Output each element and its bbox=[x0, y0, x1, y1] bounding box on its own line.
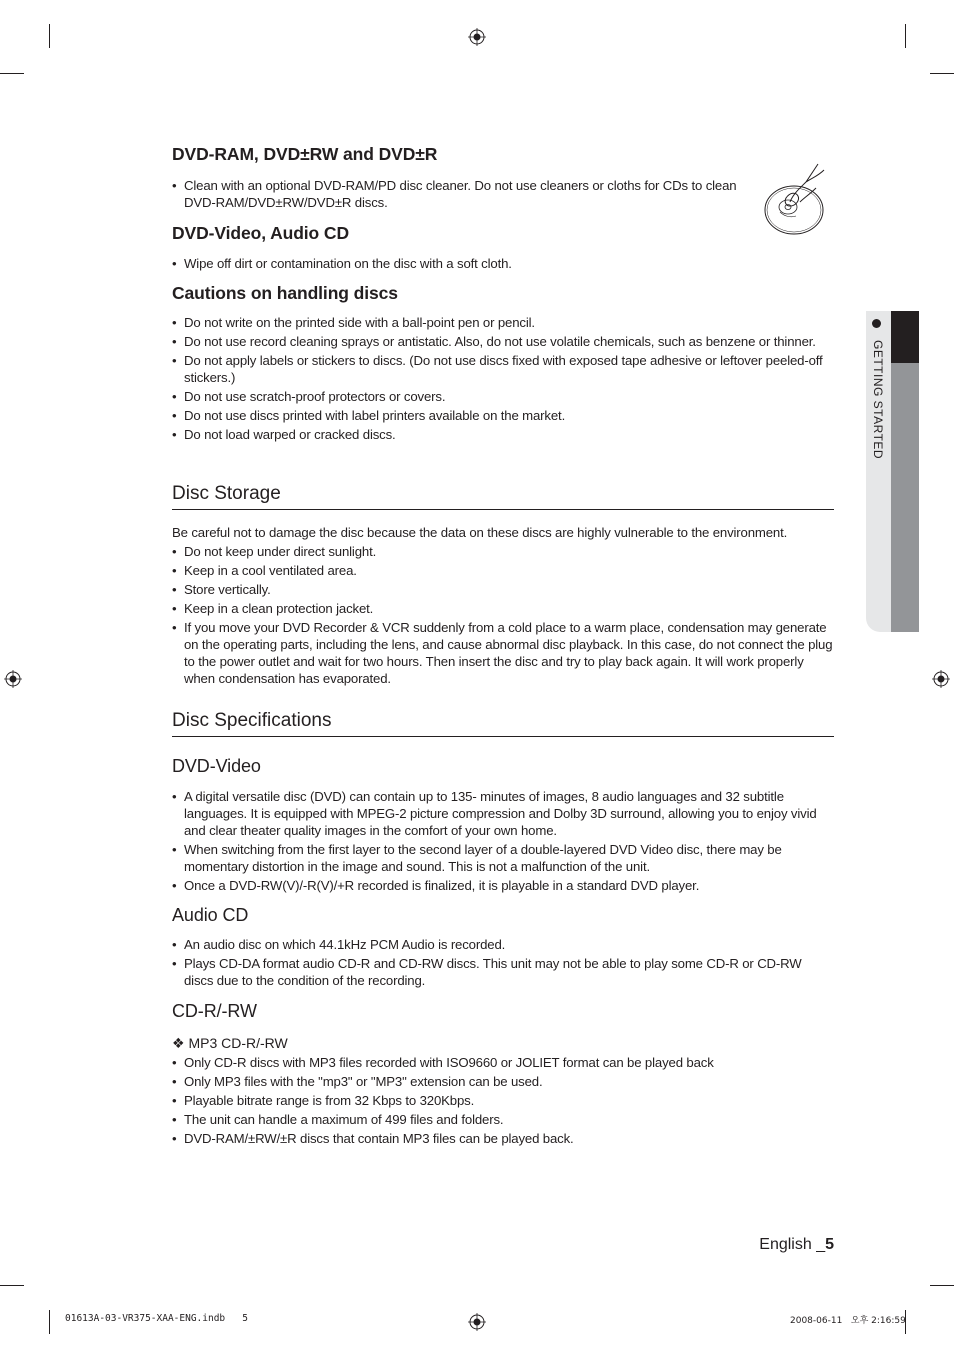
section-heading-dvdram: DVD-RAM, DVD±RW and DVD±R bbox=[172, 144, 438, 164]
list-item: • DVD-RAM/±RW/±R discs that contain MP3 files can be played back. bbox=[172, 1130, 834, 1147]
list-item: • Once a DVD-RW(V)/-R(V)/+R recorded is finalized, it is playable in a standard DVD player. bbox=[172, 877, 834, 894]
side-tab-bar bbox=[891, 363, 919, 632]
section-heading-disc-specifications: Disc Specifications bbox=[172, 710, 834, 737]
storage-intro: Be careful not to damage the disc because the data on these discs are highly vulnerable to the environment. bbox=[172, 525, 788, 540]
list-item: • Do not use discs printed with label printers available on the market. bbox=[172, 407, 834, 424]
list-item: • A digital versatile disc (DVD) can contain up to 135- minutes of images, 8 audio languages and 32 subtitle languages. It is equipped with MPEG-2 picture compression and Dolby 3D surround, allowing you to enjoy vivid and clear theater quality images in the comfort of your own home. bbox=[172, 788, 834, 839]
list-item: • Wipe off dirt or contamination on the disc with a soft cloth. bbox=[172, 255, 834, 272]
list-item: • Only MP3 files with the "mp3" or "MP3" extension can be used. bbox=[172, 1073, 834, 1090]
crop-mark bbox=[0, 1285, 24, 1286]
list-item: • Plays CD-DA format audio CD-R and CD-RW discs. This unit may not be able to play some CD-R or CD-RW discs due to the condition of the recording. bbox=[172, 955, 834, 989]
crop-mark bbox=[0, 73, 24, 74]
registration-mark-icon bbox=[4, 670, 22, 688]
list-item: • Only CD-R discs with MP3 files recorded with ISO9660 or JOLIET format can be played back bbox=[172, 1054, 834, 1071]
side-tab-marker bbox=[891, 311, 919, 363]
list-item: • Do not keep under direct sunlight. bbox=[172, 543, 834, 560]
section-heading-dvdvideo-audio: DVD-Video, Audio CD bbox=[172, 223, 349, 243]
list-item: • Keep in a cool ventilated area. bbox=[172, 562, 834, 579]
disc-cleaning-hand-icon bbox=[760, 158, 832, 238]
crop-mark bbox=[49, 1310, 50, 1334]
print-timestamp: 2008-06-11 오후 2:16:59 bbox=[790, 1316, 906, 1326]
registration-mark-icon bbox=[468, 28, 486, 46]
list-item: • Keep in a clean protection jacket. bbox=[172, 600, 834, 617]
list-item: • When switching from the first layer to the second layer of a double-layered DVD Video disc, there may be momentary distortion in the image and sound. This is not a malfunction of the unit. bbox=[172, 841, 834, 875]
cautions-bullet-list bbox=[172, 314, 834, 445]
mp3-subheading bbox=[172, 1035, 288, 1052]
list-item: • Playable bitrate range is from 32 Kbps to 320Kbps. bbox=[172, 1092, 834, 1109]
list-item: • The unit can handle a maximum of 499 files and folders. bbox=[172, 1111, 834, 1128]
list-item: • Do not use record cleaning sprays or antistatic. Also, do not use volatile chemicals, such as benzene or thinner. bbox=[172, 333, 834, 350]
list-item: • Do not load warped or cracked discs. bbox=[172, 426, 834, 443]
section-heading-cdr: CD-R/-RW bbox=[172, 1001, 257, 1021]
section-heading-dvd-video: DVD-Video bbox=[172, 756, 261, 776]
list-item: • Do not write on the printed side with a ball-point pen or pencil. bbox=[172, 314, 834, 331]
diamond-bullet-icon: ❖ bbox=[172, 1035, 189, 1051]
dvdvideo-audio-bullet-list bbox=[172, 255, 834, 274]
storage-bullet-list bbox=[172, 543, 834, 689]
registration-mark-icon bbox=[468, 1313, 486, 1331]
list-item: • Store vertically. bbox=[172, 581, 834, 598]
crop-mark bbox=[905, 24, 906, 48]
crop-mark bbox=[49, 24, 50, 48]
registration-mark-icon bbox=[932, 670, 950, 688]
list-item: • If you move your DVD Recorder & VCR suddenly from a cold place to a warm place, condensation may generate on the operating parts, including the lens, and cause abnormal disc playback. In this case, do not connect the plug to the power outlet and wait for two hours. Then insert the disc and try to play back again. It will work properly when condensation has evaporated. bbox=[172, 619, 834, 687]
list-item: • Clean with an optional DVD-RAM/PD disc cleaner. Do not use cleaners or cloths for CDs to clean DVD-RAM/DVD±RW/DVD±R discs. bbox=[172, 177, 747, 211]
section-heading-audio-cd: Audio CD bbox=[172, 905, 249, 925]
mp3-subheading-text: MP3 CD-R/-RW bbox=[188, 1035, 288, 1051]
list-item: • Do not use scratch-proof protectors or covers. bbox=[172, 388, 834, 405]
side-tab-dot-icon bbox=[872, 319, 881, 328]
page-number-value: 5 bbox=[825, 1236, 834, 1253]
dvdram-bullet-list bbox=[172, 177, 747, 213]
section-heading-disc-storage: Disc Storage bbox=[172, 483, 834, 510]
cdr-bullet-list bbox=[172, 1054, 834, 1149]
crop-mark bbox=[930, 73, 954, 74]
crop-mark bbox=[930, 1285, 954, 1286]
page-number bbox=[759, 1236, 834, 1254]
side-tab-label: GETTING STARTED bbox=[871, 340, 885, 460]
dvd-video-bullet-list bbox=[172, 788, 834, 896]
print-file-name: 01613A-03-VR375-XAA-ENG.indb 5 bbox=[65, 1313, 249, 1324]
list-item: • Do not apply labels or stickers to discs. (Do not use discs fixed with exposed tape adhesive or leftover peeled-off stickers.) bbox=[172, 352, 834, 386]
list-item: • An audio disc on which 44.1kHz PCM Audio is recorded. bbox=[172, 936, 834, 953]
page-language: English _ bbox=[759, 1236, 826, 1253]
section-heading-cautions: Cautions on handling discs bbox=[172, 283, 398, 303]
audio-cd-bullet-list bbox=[172, 936, 834, 991]
